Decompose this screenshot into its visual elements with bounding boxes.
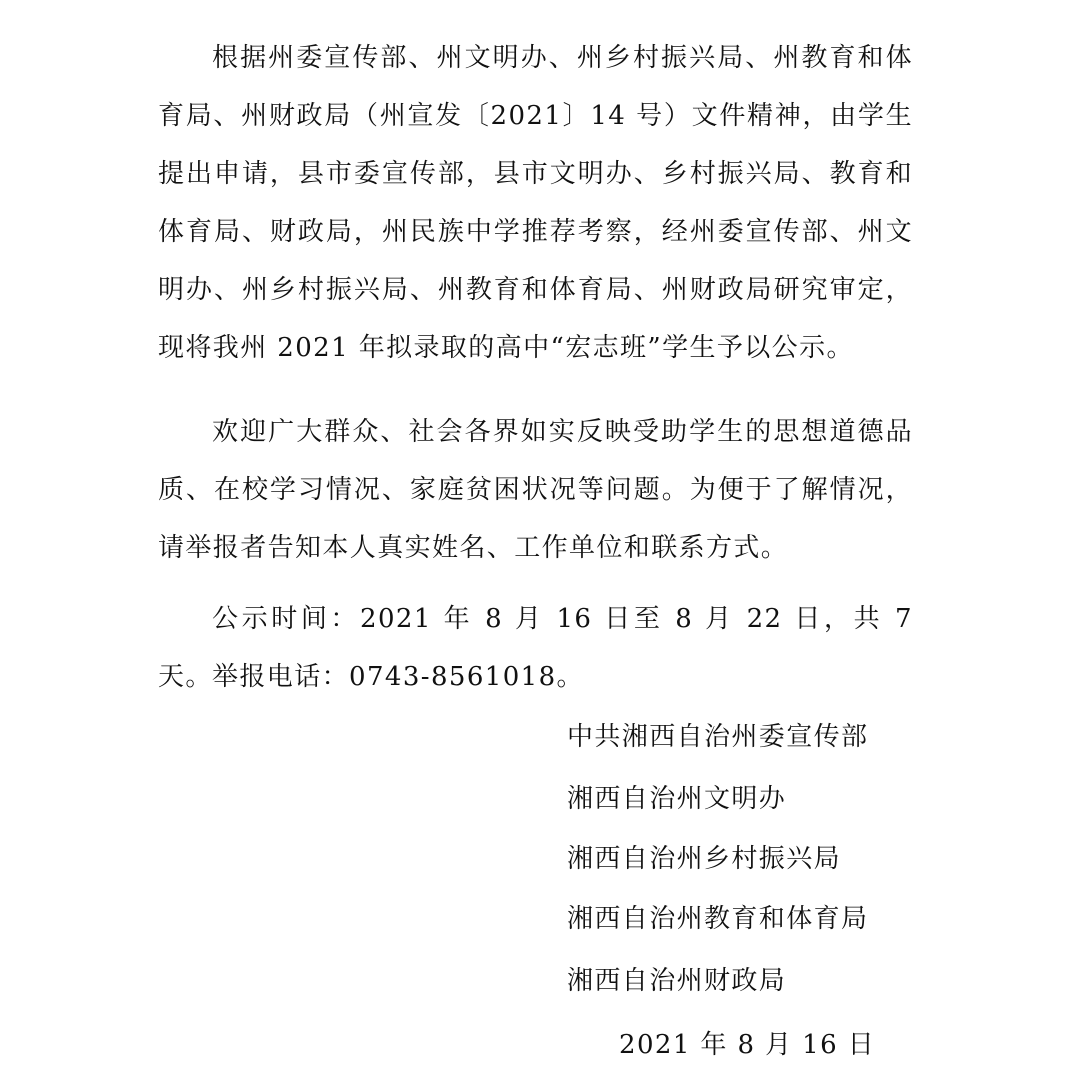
signature-civilization-office: 湘西自治州文明办 [567,784,787,814]
signature-rural-revitalization-bureau: 湘西自治州乡村振兴局 [567,844,842,874]
document-date: 2021 年 8 月 16 日 [619,1030,876,1060]
paragraph-publicity-period: 公示时间：2021 年 8 月 16 日至 8 月 22 日，共 7 天。 [158,604,913,692]
signature-propaganda-dept: 中共湘西自治州委宣传部 [567,722,869,752]
paragraph-report-phone: 举报电话：0743-8561018。 [212,662,584,692]
paragraph-announcement: 根据州委宣传部、州文明办、州乡村振兴局、州教育和体育局、州财政局（州宣发〔2021〕14 号）文件精神，由学生提出申请，县市委宣传部，县市文明办、乡村振兴局、教育和体育局、财政局，州民族中学推荐考察，经州委宣传部、州文明办、州乡村振兴局、州教育和体育局、州财政局研究审定，现将我州 2021 年拟录取的高中“宏志班”学生予以公示。 [158,43,913,363]
signature-education-sports-bureau: 湘西自治州教育和体育局 [567,904,869,934]
paragraph-public-feedback: 欢迎广大群众、社会各界如实反映受助学生的思想道德品质、在校学习情况、家庭贫困状况等问题。为便于了解情况，请举报者告知本人真实姓名、工作单位和联系方式。 [158,417,913,563]
signature-finance-bureau: 湘西自治州财政局 [567,966,787,996]
